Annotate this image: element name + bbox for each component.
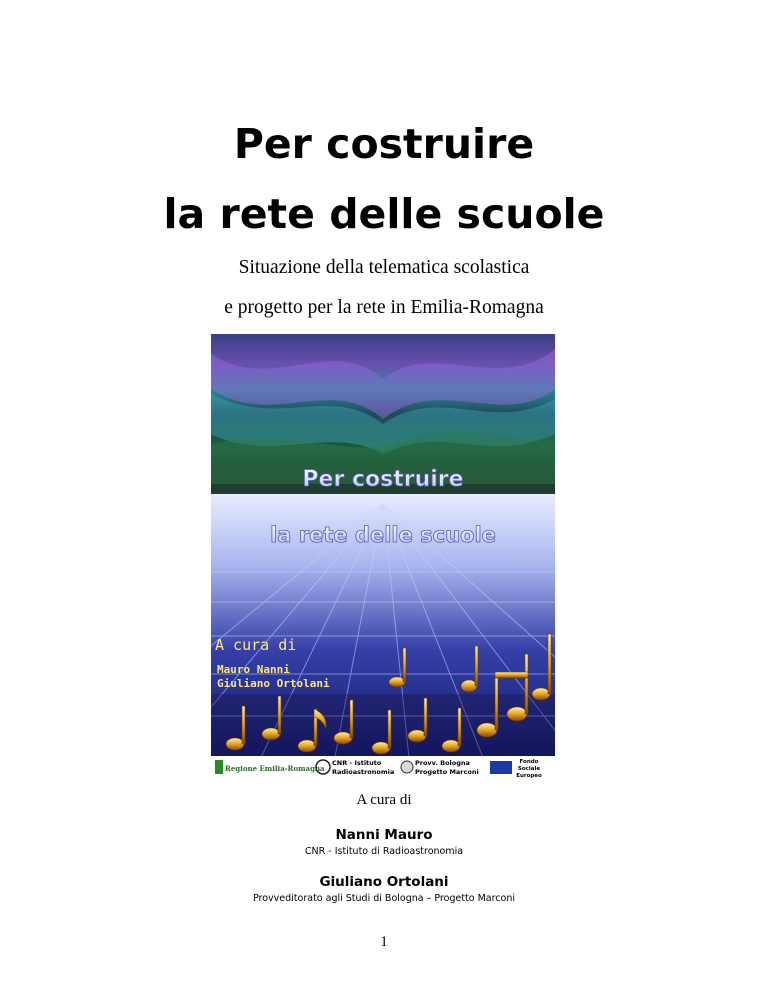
cover-author-1: Mauro Nanni — [217, 663, 290, 676]
logo-regione-text: Regione Emilia-Romagna — [225, 764, 325, 773]
logo-fse-line-3: Europeo — [516, 773, 542, 778]
logo-fse-line-2: Sociale — [517, 766, 541, 772]
cover-edited-by: A cura di — [215, 636, 297, 654]
author-name-1: Nanni Mauro — [335, 827, 433, 843]
cover-title-line-2: la rete delle scuole — [270, 523, 496, 547]
cover-title-line-1: Per costruire — [302, 467, 464, 492]
author-affiliation-2: Provveditorato agli Studi di Bologna – Progetto Marconi — [252, 893, 516, 904]
logo-fse-line-1: Fondo — [519, 759, 539, 765]
logo-prov-line-1: Provv. Bologna — [415, 759, 470, 767]
cover-image — [211, 334, 555, 778]
title-line-1: Per costruire — [233, 120, 535, 168]
title-line-2: la rete delle scuole — [163, 190, 605, 238]
subtitle-line-2: e progetto per la rete in Emilia-Romagna — [224, 297, 544, 318]
edited-by-label: A cura di — [356, 792, 412, 808]
logo-cnr-line-1: CNR - Istituto — [332, 759, 382, 767]
logo-cnr-line-2: Radioastronomia — [332, 768, 395, 776]
logo-prov-line-2: Progetto Marconi — [415, 768, 479, 776]
subtitle-line-1: Situazione della telematica scolastica — [238, 257, 530, 278]
cover-author-2: Giuliano Ortolani — [217, 677, 330, 690]
author-name-2: Giuliano Ortolani — [319, 874, 449, 890]
author-affiliation-1: CNR - Istituto di Radioastronomia — [304, 846, 464, 857]
page-number: 1 — [380, 934, 388, 950]
